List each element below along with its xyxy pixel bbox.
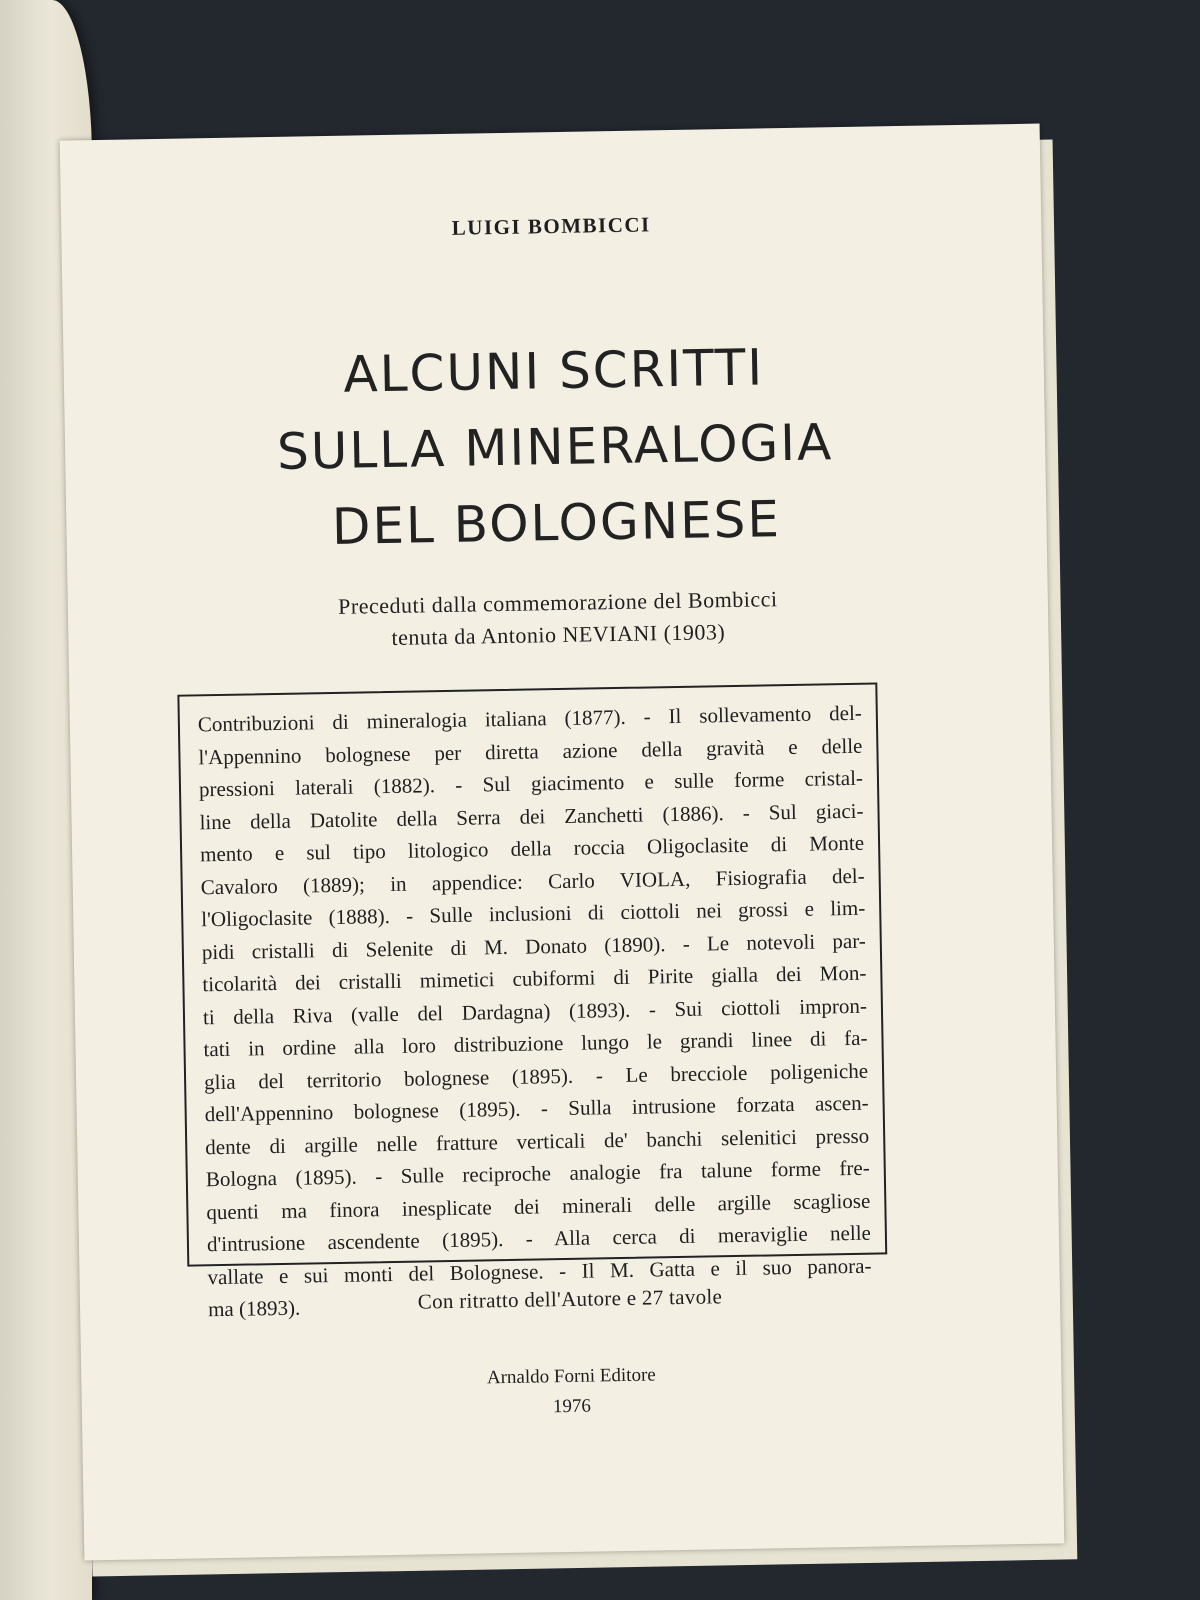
contents-line: ma (1893). — [207, 1295, 301, 1322]
title-line-1: ALCUNI SCRITTI — [342, 338, 765, 404]
subtitle-line-2: tenuta da Antonio NEVIANI (1903) — [391, 619, 726, 650]
publication-year: 1976 — [552, 1395, 592, 1418]
contents-line: line della Datolite della Serra dei Zanchetti (1886). - Sul giaci- — [199, 798, 864, 834]
title-page — [60, 124, 1065, 1561]
portrait-plates-note: Con ritratto dell'Autore e 27 tavole — [417, 1284, 723, 1314]
contents-line: tati in ordine alla loro distribuzione lungo le grandi linee di fa- — [203, 1025, 868, 1062]
contents-line: glia del territorio bolognese (1895). - Le brecciole poligeniche — [203, 1058, 869, 1094]
contents-line: Bologna (1895). - Sulle reciproche analogie fra talune forme fre- — [205, 1155, 870, 1192]
contents-line: ti della Riva (valle del Dardagna) (1893). - Sui ciottoli impron- — [202, 993, 868, 1029]
contents-line: l'Appennino bolognese per diretta azione della gravità e delle — [198, 733, 863, 769]
contents-line: dente di argille nelle fratture verticali de' banchi selenitici presso — [205, 1123, 870, 1159]
publisher-name: Arnaldo Forni Editore — [486, 1364, 656, 1389]
contents-line: l'Oligoclasite (1888). - Sulle inclusioni di ciottoli nei grossi e lim- — [201, 895, 866, 932]
title-line-3: DEL BOLOGNESE — [331, 490, 782, 556]
author-name: LUIGI BOMBICCI — [451, 212, 651, 240]
contents-line: vallate e sui monti del Bolognese. - Il M. Gatta e il suo panora- — [207, 1253, 872, 1289]
subtitle-line-1: Preceduti dalla commemorazione del Bombicci — [337, 586, 778, 619]
contents-line: pidi cristalli di Selenite di M. Donato (1890). - Le notevoli par- — [201, 928, 866, 964]
contents-line: pressioni laterali (1882). - Sul giacimento e sulle forme cristal- — [198, 765, 864, 802]
contents-line: ticolarità dei cristalli mimetici cubiformi di Pirite gialla dei Mon- — [202, 960, 867, 997]
contents-line: dell'Appennino bolognese (1895). - Sulla intrusione forzata ascen- — [204, 1090, 869, 1127]
contents-line: Cavaloro (1889); in appendice: Carlo VIOLA, Fisiografia del- — [200, 863, 865, 899]
contents-line: mento e sul tipo litologico della roccia Oligoclasite di Monte — [199, 830, 865, 867]
title-line-2: SULLA MINERALOGIA — [276, 413, 834, 481]
contents-line: quenti ma finora inesplicate dei minerali delle argille scagliose — [206, 1188, 871, 1224]
contents-line: d'intrusione ascendente (1895). - Alla cerca di meraviglie nelle — [206, 1220, 872, 1257]
contents-line: Contribuzioni di mineralogia italiana (1877). - Il sollevamento del- — [197, 700, 862, 737]
